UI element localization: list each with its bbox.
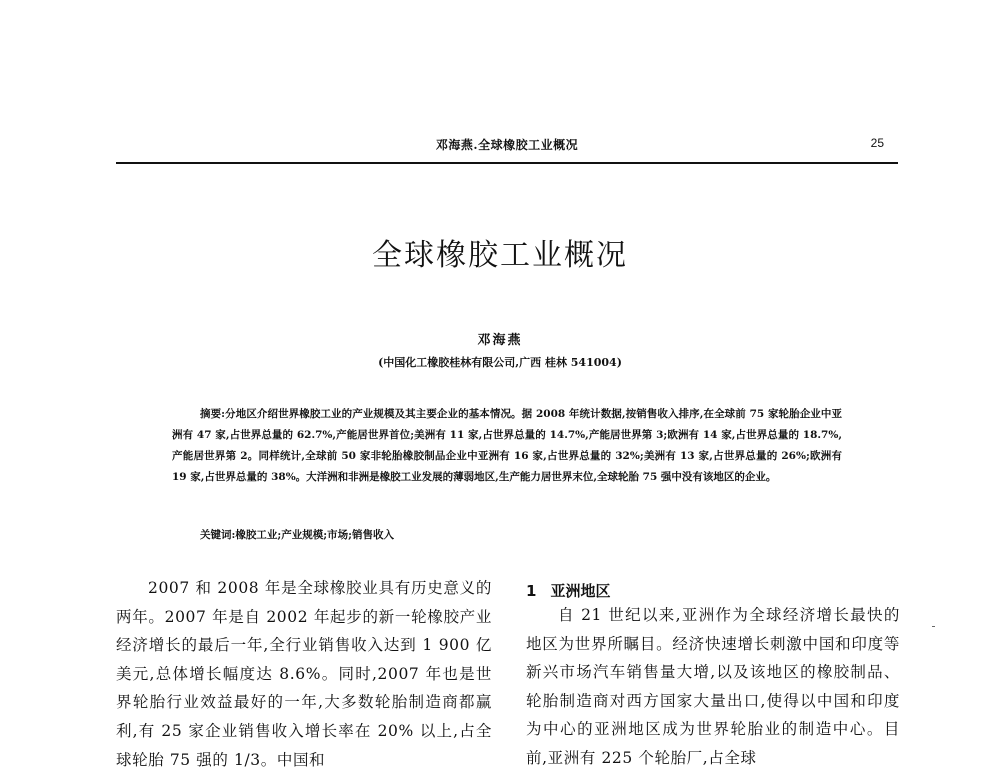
section-title: 亚洲地区	[550, 582, 611, 600]
section-number: 1	[526, 582, 537, 600]
running-title: 邓海燕.全球橡胶工业概况	[435, 138, 579, 152]
author: 邓海燕	[477, 333, 523, 348]
section-heading	[526, 580, 610, 601]
running-header	[116, 136, 898, 164]
page-number: 25	[870, 136, 884, 150]
margin-mark	[932, 626, 935, 627]
paper-title: 全球橡胶工业概况	[372, 238, 628, 273]
keywords: 关键词:橡胶工业;产业规模;市场;销售收入	[200, 529, 395, 541]
abstract: 摘要:分地区介绍世界橡胶工业的产业规模及其主要企业的基本情况。据 2008 年统计数据,按销售收入排序,在全球前 75 家轮胎企业中亚洲有 47 家,占世界总量的 62.7%,产能居世界首位;美洲有 11 家,占世界总量的 14.7%,产能居世界第 3;欧洲有 14 家,占世界总量的 18.7%,产能居世界第 2。同样统计,全球前 50 家非轮胎橡胶制品企业中亚洲有 16 家,占世界总量的 32%;美洲有 13 家,占世界总量的 26%;欧洲有 19 家,占世界总量的 38%。大洋洲和非洲是橡胶工业发展的薄弱地区,生产能力居世界末位,全球轮胎 75 强中没有该地区的企业。	[172, 408, 842, 483]
body-left-column: 2007 和 2008 年是全球橡胶业具有历史意义的两年。2007 年是自 2002 年起步的新一轮橡胶产业经济增长的最后一年,全行业销售收入达到 1 900 亿美元,总体增长幅度达 8.6%。同时,2007 年也是世界轮胎行业效益最好的一年,大多数轮胎制造商都赢利,有 25 家企业销售收入增长率在 20% 以上,占全球轮胎 75 强的 1/3。中国和	[116, 579, 492, 769]
body-right-column: 自 21 世纪以来,亚洲作为全球经济增长最快的地区为世界所瞩目。经济快速增长刺激中国和印度等新兴市场汽车销售量大增,以及该地区的橡胶制品、轮胎制造商对西方国家大量出口,使得以中国和印度为中心的亚洲地区成为世界轮胎业的制造中心。目前,亚洲有 225 个轮胎厂,占全球	[526, 606, 900, 767]
affiliation: (中国化工橡胶桂林有限公司,广西 桂林 541004)	[378, 356, 622, 369]
